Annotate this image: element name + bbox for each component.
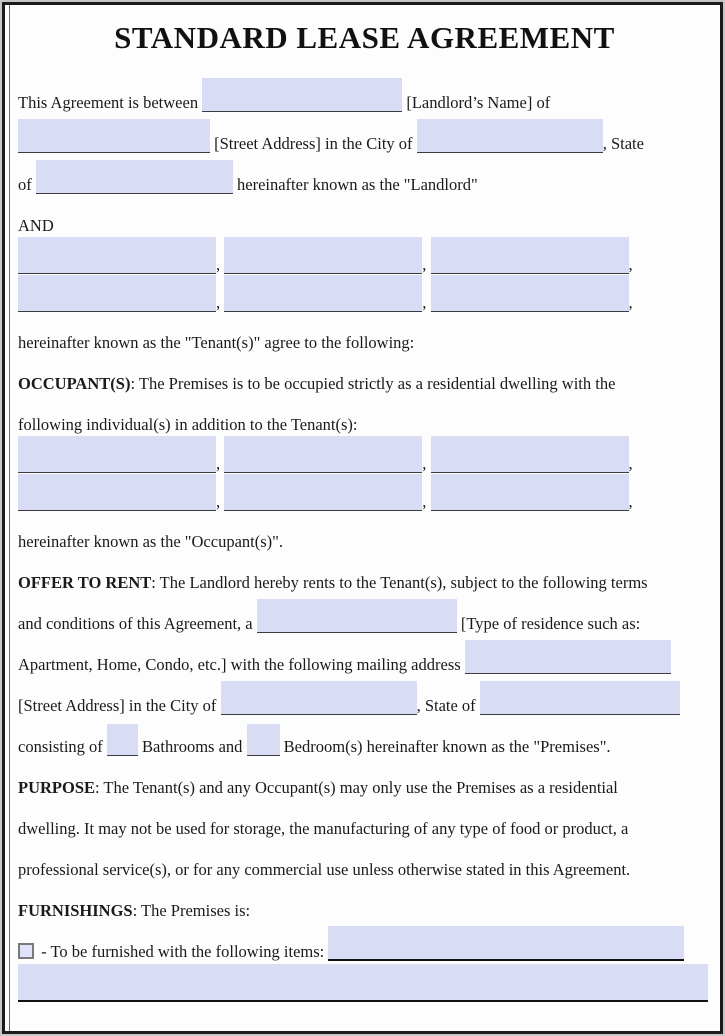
text-run: This Agreement is between	[18, 93, 203, 112]
text-run: of	[18, 175, 36, 194]
text-run: - To be furnished with the following items:	[37, 942, 329, 961]
section-purpose	[18, 767, 711, 890]
text-run: : The Tenant(s) and any Occupant(s) may only use the Premises as a residential	[95, 778, 618, 797]
section-offer-to-rent	[18, 562, 711, 767]
line	[18, 363, 711, 404]
field-tenant-name-4[interactable]	[18, 275, 216, 312]
field-occupant-name-6[interactable]	[431, 474, 629, 511]
line	[18, 123, 711, 164]
line	[18, 726, 711, 767]
text-run: ,	[216, 454, 225, 473]
text-run: [Street Address] in the City of	[210, 134, 417, 153]
line	[18, 164, 711, 205]
document-body	[18, 82, 711, 1014]
section-heading: FURNISHINGS	[18, 901, 133, 920]
text-run: ,	[628, 492, 633, 511]
line	[18, 644, 711, 685]
text-run: ,	[216, 293, 225, 312]
field-landlord-state[interactable]	[36, 160, 233, 194]
text-run: ,	[422, 492, 431, 511]
section-intro	[18, 82, 711, 205]
text-run: ,	[628, 454, 633, 473]
line	[18, 284, 711, 322]
section-furnishings	[18, 890, 711, 1014]
text-run: : The Premises is:	[132, 901, 251, 920]
text-run: ,	[628, 255, 633, 274]
section-heading: OCCUPANT(S)	[18, 374, 131, 393]
field-landlord-name[interactable]	[202, 78, 402, 112]
line	[18, 767, 711, 808]
field-landlord-city[interactable]	[417, 119, 603, 153]
text-run: hereinafter known as the "Tenant(s)" agree to the following:	[18, 333, 415, 352]
section-tenants	[18, 205, 711, 363]
furnished-checkbox[interactable]	[18, 943, 34, 959]
section-heading: OFFER TO RENT	[18, 573, 152, 592]
line	[18, 603, 711, 644]
text-run: Bedroom(s) hereinafter known as the "Premises".	[279, 737, 611, 756]
section-occupants	[18, 363, 711, 562]
text-run: following individual(s) in addition to the Tenant(s):	[18, 415, 358, 434]
text-run: [Landlord’s Name] of	[402, 93, 551, 112]
field-landlord-street-address[interactable]	[18, 119, 210, 153]
field-occupant-name-2[interactable]	[224, 436, 422, 473]
line	[18, 82, 711, 123]
document-content	[18, 21, 711, 1014]
document-page	[2, 2, 723, 1034]
line	[18, 890, 711, 931]
field-tenant-name-6[interactable]	[431, 275, 629, 312]
text-run: ,	[422, 454, 431, 473]
page-edge-shadow	[9, 5, 10, 1031]
line	[18, 483, 711, 521]
text-run: : The Landlord hereby rents to the Tenant(s), subject to the following terms	[151, 573, 648, 592]
line	[18, 849, 711, 890]
text-run: ,	[422, 255, 431, 274]
text-run: hereinafter known as the "Landlord"	[232, 175, 478, 194]
field-tenant-name-5[interactable]	[224, 275, 422, 312]
field-tenant-name-2[interactable]	[224, 237, 422, 274]
text-run: ,	[422, 293, 431, 312]
field-premises-city[interactable]	[221, 681, 417, 715]
text-run: ,	[628, 293, 633, 312]
field-residence-type[interactable]	[257, 599, 457, 633]
field-occupant-name-5[interactable]	[224, 474, 422, 511]
field-tenant-name-3[interactable]	[431, 237, 629, 274]
field-occupant-name-1[interactable]	[18, 436, 216, 473]
line	[18, 685, 711, 726]
field-occupant-name-4[interactable]	[18, 474, 216, 511]
line	[18, 521, 711, 562]
text-run: professional service(s), or for any commercial use unless otherwise stated in this Agreement.	[18, 860, 631, 879]
text-run: [Street Address] in the City of	[18, 696, 221, 715]
line	[18, 808, 711, 849]
text-run: AND	[18, 216, 54, 235]
text-run: hereinafter known as the "Occupant(s)".	[18, 532, 283, 551]
field-premises-state[interactable]	[480, 681, 680, 715]
line	[18, 972, 711, 1014]
section-heading: PURPOSE	[18, 778, 96, 797]
page-title: STANDARD LEASE AGREEMENT	[114, 20, 615, 55]
text-run: ,	[216, 255, 225, 274]
field-premises-mailing-address[interactable]	[465, 640, 671, 674]
text-run: , State	[602, 134, 644, 153]
text-run: [Type of residence such as:	[456, 614, 641, 633]
text-run: dwelling. It may not be used for storage, the manufacturing of any type of food or product, a	[18, 819, 629, 838]
text-run: consisting of	[18, 737, 107, 756]
text-run: ,	[216, 492, 225, 511]
line	[18, 322, 711, 363]
text-run: and conditions of this Agreement, a	[18, 614, 257, 633]
text-run: : The Premises is to be occupied strictly as a residential dwelling with the	[130, 374, 616, 393]
field-tenant-name-1[interactable]	[18, 237, 216, 274]
text-run: , State of	[416, 696, 480, 715]
text-run: Apartment, Home, Condo, etc.] with the following mailing address	[18, 655, 465, 674]
field-furnished-items-continued[interactable]	[18, 964, 708, 1002]
field-bedrooms-count[interactable]	[247, 724, 280, 756]
field-bathrooms-count[interactable]	[107, 724, 138, 756]
line	[18, 562, 711, 603]
field-furnished-items[interactable]	[328, 926, 684, 961]
field-occupant-name-3[interactable]	[431, 436, 629, 473]
text-run: Bathrooms and	[137, 737, 247, 756]
